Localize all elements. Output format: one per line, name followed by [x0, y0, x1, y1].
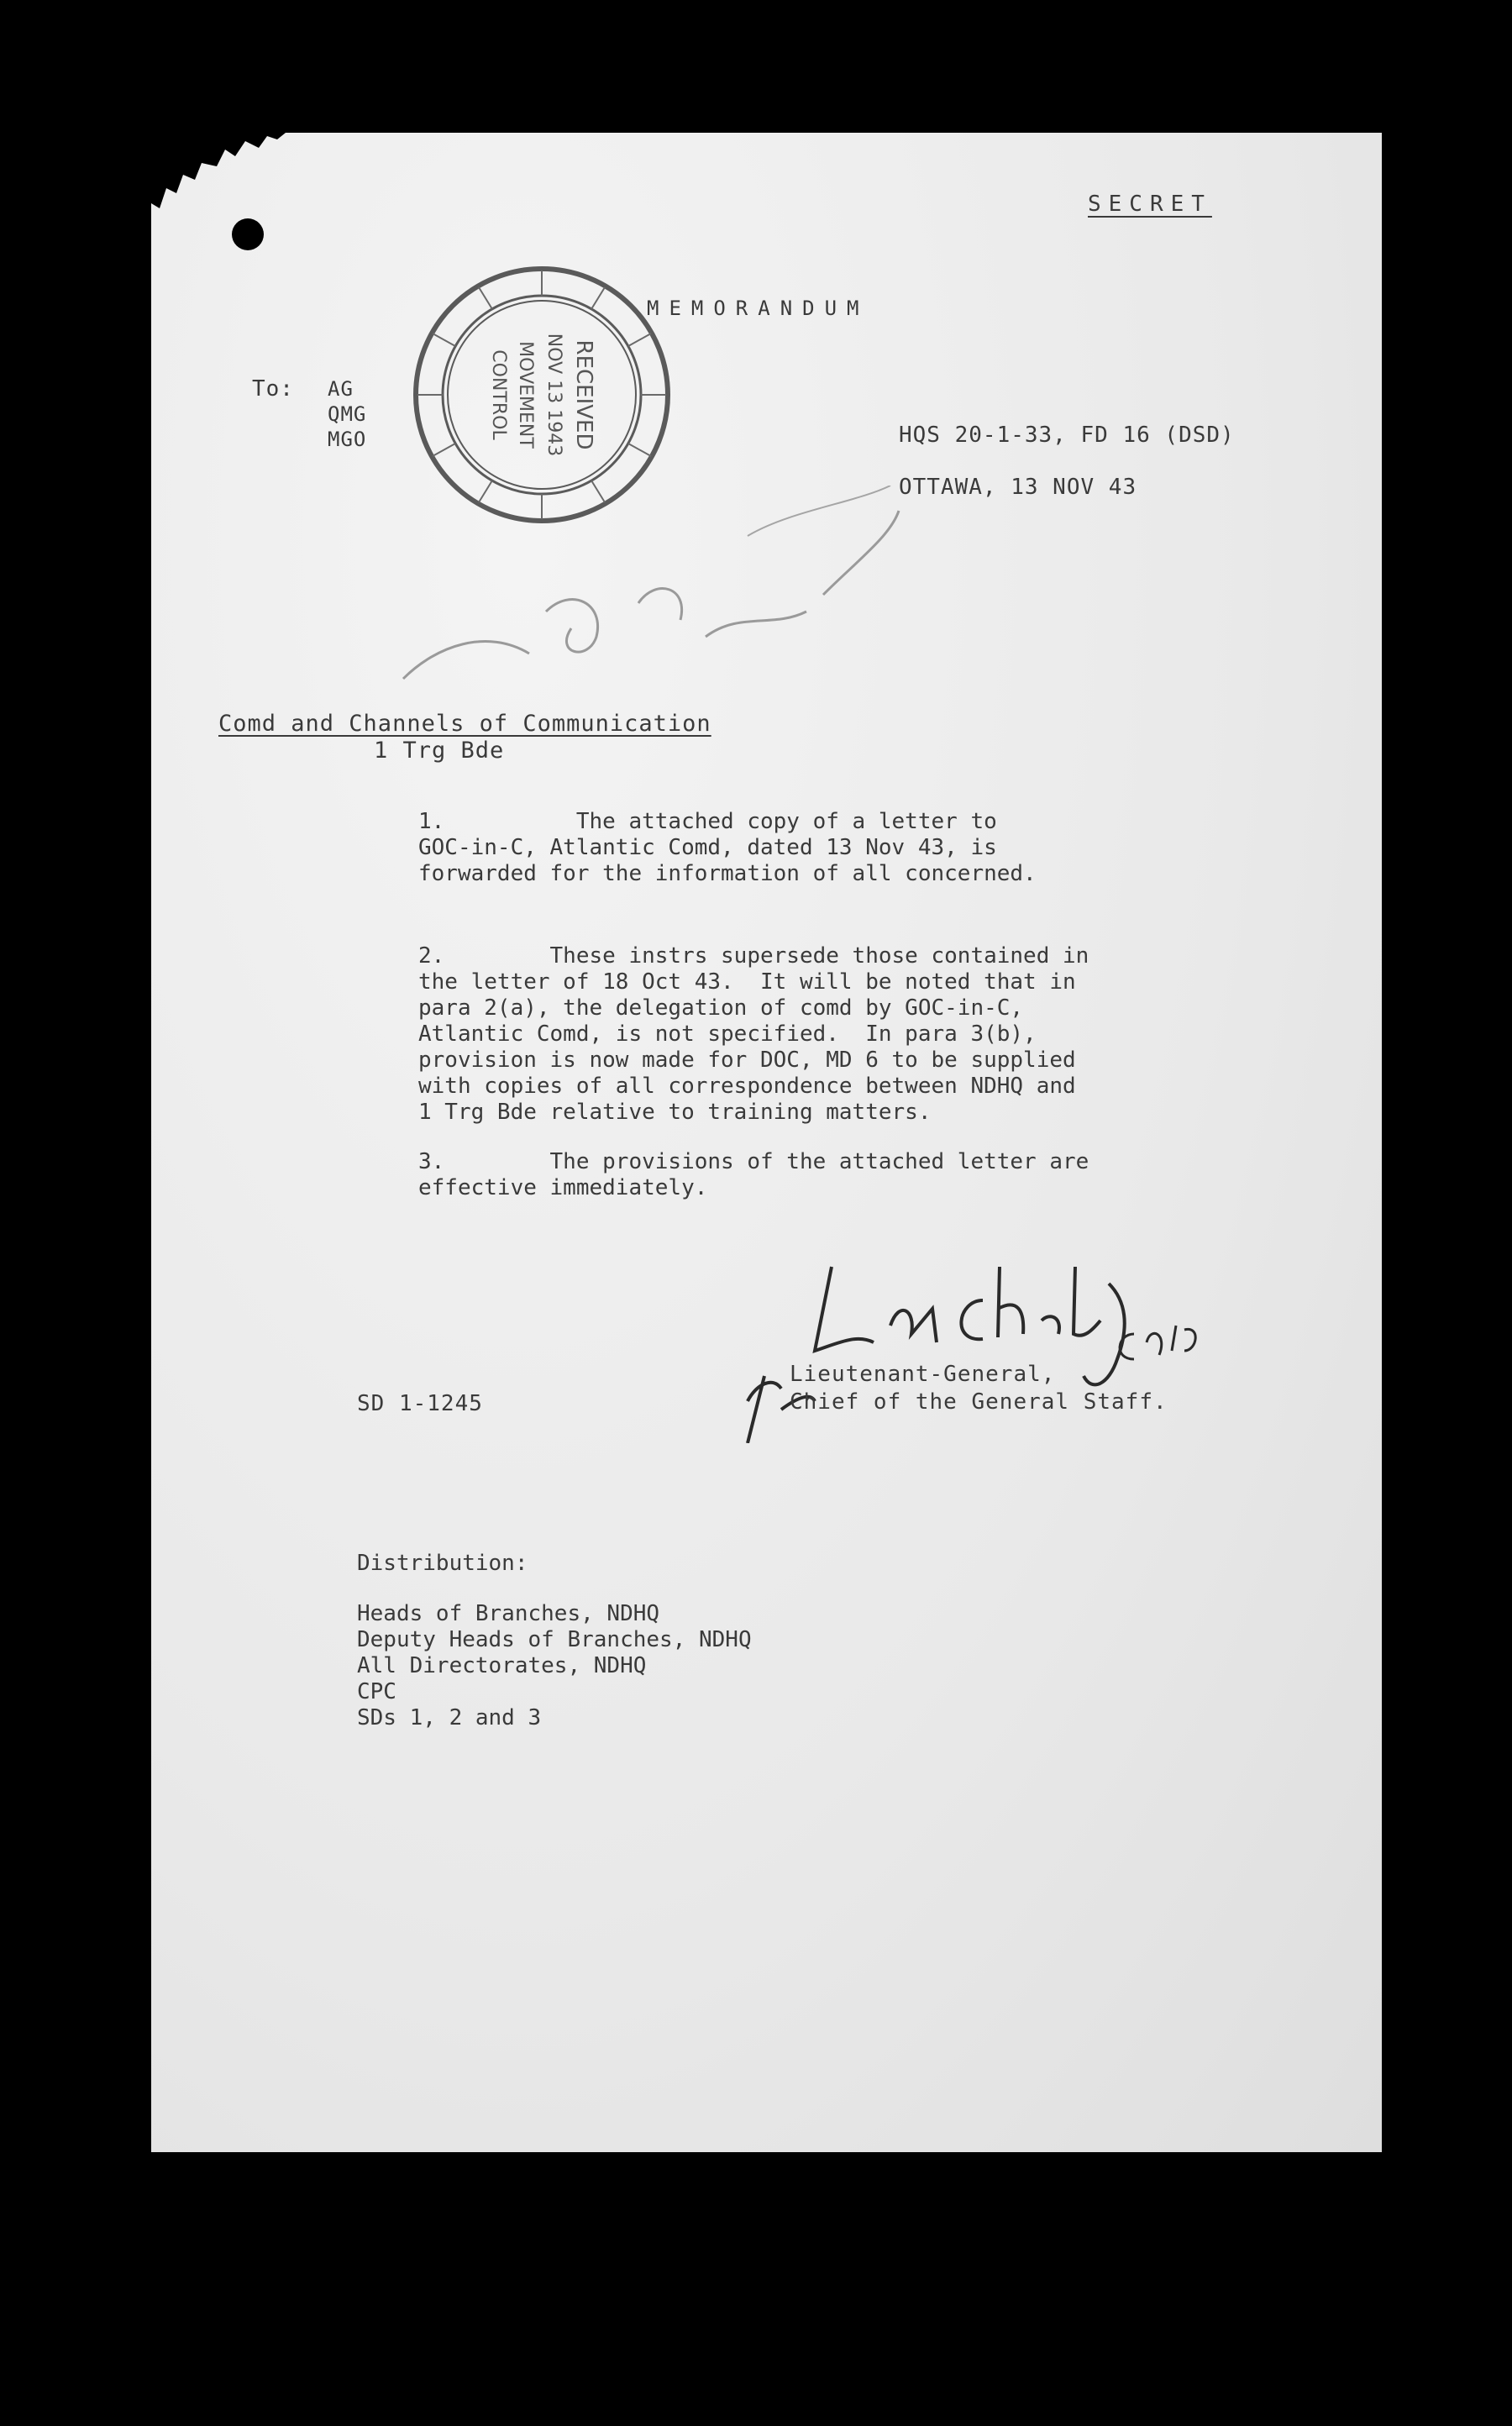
paragraph-2: 2. These instrs supersede those contained in the letter of 18 Oct 43. It will be noted that in para 2(a), the delegation of comd by GOC-in-C, Atlantic Comd, is not specified. In para 3(b), provision is now made for DOC, MD 6 to be supplied with copies of all correspondence between NDHQ and 1 Trg Bde relative to training matters. [418, 943, 1089, 1125]
subject [218, 711, 711, 764]
stamp-movement-text: MOVEMENT [515, 341, 536, 449]
classification-label: SECRET [1088, 192, 1212, 217]
signatory-rank: Lieutenant-General, [790, 1362, 1056, 1387]
paragraph-3: 3. The provisions of the attached letter are effective immediately. [418, 1149, 1089, 1200]
torn-corner [151, 133, 286, 234]
memorandum-heading: MEMORANDUM [647, 297, 869, 320]
signature-block [790, 1361, 1168, 1416]
paragraph-1: 1. The attached copy of a letter to GOC-in-C, Atlantic Comd, dated 13 Nov 43, is forwarded for the information of all concerned. [418, 809, 1037, 886]
stamp-received-text: RECEIVED [571, 339, 596, 450]
signatory-title: Chief of the General Staff. [790, 1389, 1168, 1415]
distribution-item: SDs 1, 2 and 3 [357, 1705, 542, 1730]
distribution-list [357, 1601, 752, 1731]
subject-sub-line: 1 Trg Bde [374, 738, 505, 764]
handwritten-annotation [386, 486, 907, 721]
distribution-heading: Distribution: [357, 1551, 528, 1576]
subject-line: Comd and Channels of Communication [218, 711, 711, 737]
distribution-item: Deputy Heads of Branches, NDHQ [357, 1627, 752, 1652]
place-date: OTTAWA, 13 NOV 43 [899, 475, 1137, 500]
distribution-item: CPC [357, 1679, 396, 1704]
distribution-item: All Directorates, NDHQ [357, 1653, 647, 1678]
distribution-item: Heads of Branches, NDHQ [357, 1601, 660, 1626]
recipient-list [328, 376, 366, 452]
file-reference: HQS 20-1-33, FD 16 (DSD) [899, 423, 1235, 448]
stamp-date-text: NOV 13 1943 [543, 333, 564, 457]
recipient: AG [328, 377, 354, 401]
to-label: To: [252, 376, 294, 402]
stamp-control-text: CONTROL [488, 349, 509, 440]
document-page [151, 133, 1382, 2152]
recipient: QMG [328, 402, 367, 426]
file-number: SD 1-1245 [357, 1391, 483, 1416]
punch-hole [232, 218, 264, 250]
recipient: MGO [328, 428, 367, 451]
